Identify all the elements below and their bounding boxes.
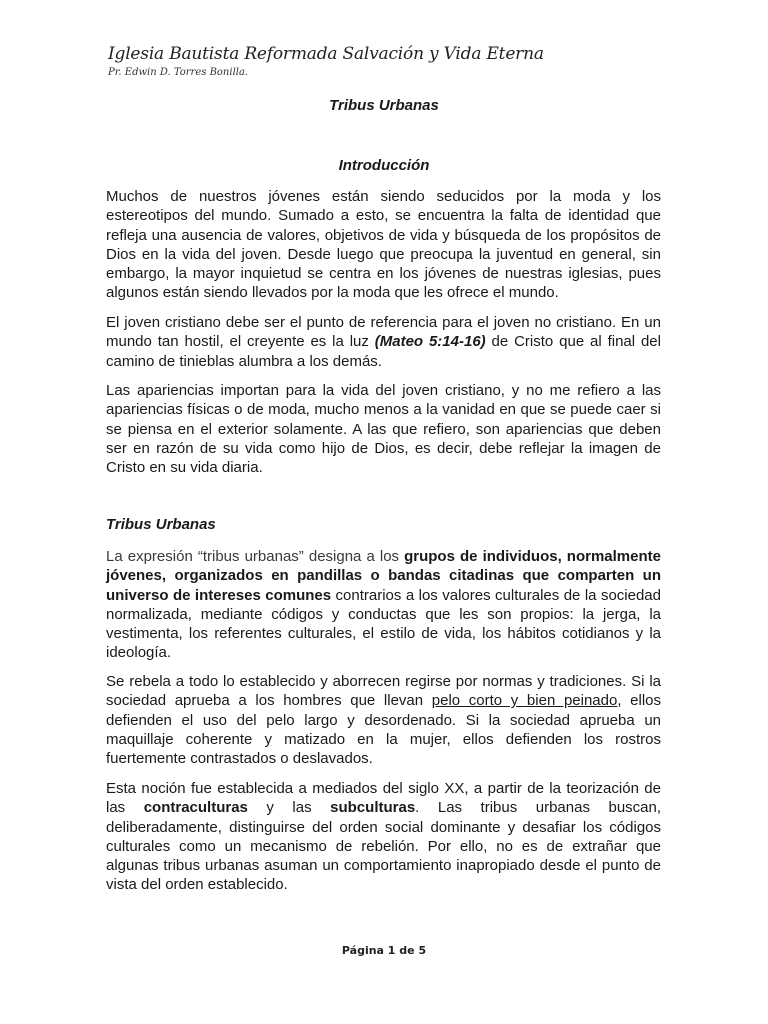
scripture-reference: (Mateo 5:14-16): [374, 333, 486, 351]
tribus-p2-text-a: Se rebela a todo lo establecido y aborrecen regirse por normas y tradiciones. Si la sociedad aprueba a los hombres que llevan: [106, 673, 661, 710]
tribus-paragraph-2: [106, 672, 661, 768]
intro-paragraph-1: Muchos de nuestros jóvenes están siendo seducidos por la moda y los estereotipos del mundo. Sumado a esto, se encuentra la falta de identidad que refleja una ausencia de valores, objetivos de vida y búsqueda de los propósitos de Dios en la vida del joven. Desde luego que preocupa la juventud en general, sin embargo, la mayor inquietud se centra en los jóvenes de nuestras iglesias, pues algunos están siendo llevados por la moda que les ofrece el mundo.: [106, 188, 661, 302]
tribus-heading: Tribus Urbanas: [106, 516, 216, 533]
tribus-paragraph-1: [106, 547, 661, 663]
intro-p2-text-a: El joven cristiano debe ser el punto de referencia para el joven no cristiano. En un mundo tan hostil, el creyente es la luz: [106, 314, 661, 351]
tribus-p3-bold-1: contraculturas: [143, 799, 248, 817]
tribus-paragraph-3: [106, 779, 661, 895]
tribus-p3-text-mid: y las: [247, 799, 331, 817]
tribus-p3-bold-2: subculturas: [330, 799, 416, 817]
tribus-p2-underlined: pelo corto y bien peinado: [431, 692, 618, 710]
intro-p2-text-b: de Cristo que al final del camino de tinieblas alumbra a los demás.: [106, 333, 661, 370]
intro-heading: Introducción: [338, 157, 430, 174]
header-church-name: Iglesia Bautista Reformada Salvación y Vida Eterna: [108, 44, 544, 64]
tribus-p1-text-a: La expresión “tribus urbanas” designa a los: [106, 548, 405, 565]
intro-paragraph-2: [106, 313, 661, 371]
tribus-p1-text-b: contrarios a los valores culturales de la sociedad normalizada, mediante códigos y conductas que les son propios: la jerga, la vestimenta, los referentes culturales, el estilo de vida, los hábitos cotidianos y la ideología.: [106, 586, 661, 662]
tribus-p3-text-a: Esta noción fue establecida a mediados del siglo XX, a partir de la teorización de las: [106, 780, 661, 817]
intro-paragraph-3: Las apariencias importan para la vida del joven cristiano, y no me refiero a las apariencias físicas o de moda, mucho menos a la vanidad en que se puede caer si se piensa en el exterior solamente. A las que refiero, son apariencias que deben ser en razón de su vida como hijo de Dios, es decir, debe reflejar la imagen de Cristo en su vida diaria.: [106, 382, 661, 477]
tribus-p3-text-c: . Las tribus urbanas buscan, deliberadamente, distinguirse del orden social dominante y desafiar los códigos culturales como un mecanismo de rebelión. Por ello, no es de extrañar que algunas tribus urbanas asuman un comportamiento inapropiado desde el punto de vista del orden establecido.: [106, 799, 662, 894]
document-title: Tribus Urbanas: [329, 97, 439, 114]
header-pastor-name: Pr. Edwin D. Torres Bonilla.: [108, 67, 249, 78]
tribus-p1-bold: grupos de individuos, normalmente jóvenes, organizados en pandillas o bandas citadinas que comparten un universo de intereses comunes: [106, 548, 661, 604]
page-number: Página 1 de 5: [341, 944, 427, 957]
tribus-p2-text-b: , ellos defienden el uso del pelo largo y desordenado. Si la sociedad aprueba un maquillaje coherente y matizado en la mujer, ellos defienden los rostros fuertemente contrastados o deslavados.: [106, 692, 661, 768]
